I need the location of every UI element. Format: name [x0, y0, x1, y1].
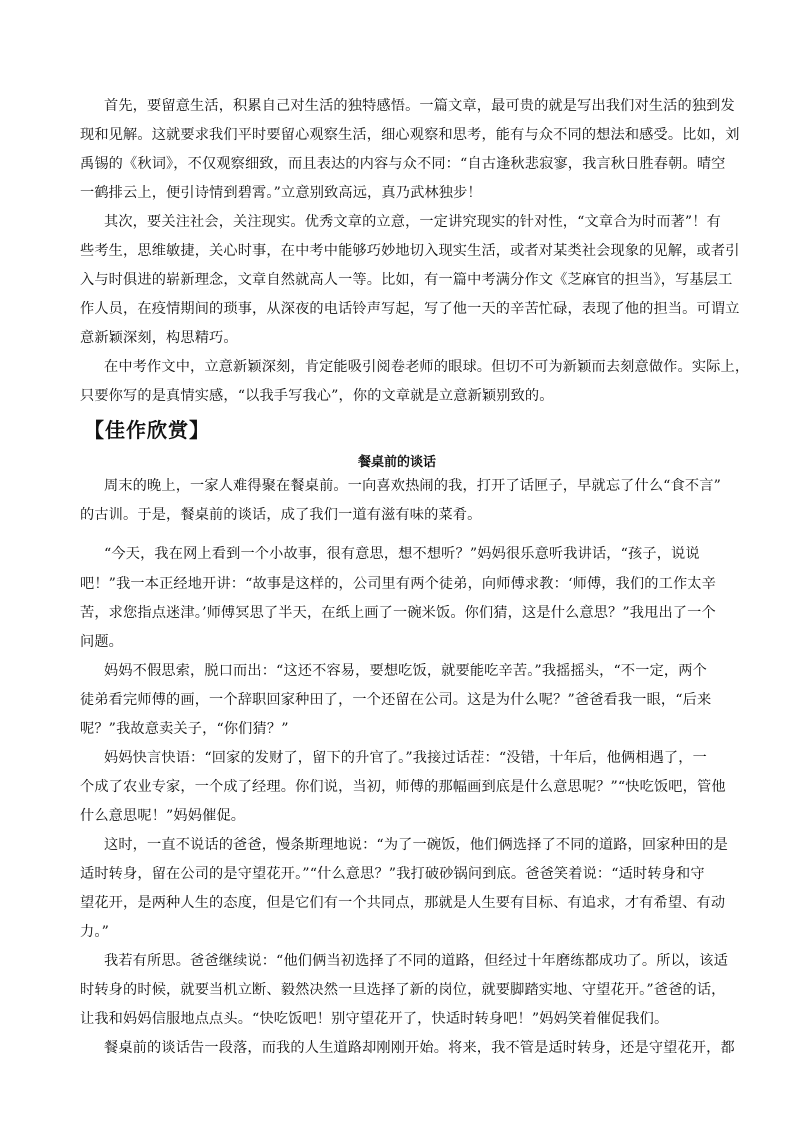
paragraph-line: 只要你写的是真情实感，“以我手写我心”，你的文章就是立意新颖别致的。 [80, 388, 554, 404]
essay-line: 周末的晚上，一家人难得聚在餐桌前。一向喜欢热闹的我，打开了话匣子，早就忘了什么“食不言” [104, 478, 721, 494]
essay-line: 个成了农业专家，一个成了经理。你们说，当初，师傅的那幅画到底是什么意思呢？”“快吃饭吧，管他 [80, 779, 726, 795]
paragraph-line: 意新颖深刻，构思精巧。 [80, 330, 238, 346]
section-heading: 【佳作欣赏】 [84, 418, 210, 442]
essay-line: 呢？”我故意卖关子，“你们猜？” [80, 721, 289, 737]
essay-line: 的古训。于是，餐桌前的谈话，成了我们一道有滋有味的菜肴。 [80, 507, 482, 523]
paragraph-line: 作人员，在疫情期间的琐事，从深夜的电话铃声写起，写了他一天的辛苦忙碌，表现了他的担当。可谓立 [80, 301, 740, 317]
essay-line: 问题。 [80, 634, 124, 650]
essay-line: 苦，求您指点迷津。’师傅冥思了半天，在纸上画了一碗米饭。你们猜，这是什么意思？”我甩出了一个 [80, 605, 716, 621]
essay-line: 时转身的时候，就要当机立断、毅然决然一旦选择了新的岗位，就要脚踏实地、守望花开。”爸爸的话， [80, 982, 726, 998]
essay-line: 吧！”我一本正经地开讲：“故事是这样的，公司里有两个徒弟，向师傅求教：‘师傅，我们的工作太辛 [80, 576, 716, 592]
essay-line: 适时转身，留在公司的是守望花开。”“什么意思？”我打破砂锅问到底。爸爸笑着说：“适时转身和守 [80, 866, 705, 882]
paragraph-line: 现和见解。这就要求我们平时要留心观察生活，细心观察和思考，能有与众不同的想法和感受。比如，刘 [80, 127, 740, 143]
paragraph-line: 首先，要留意生活，积累自己对生活的独特感悟。一篇文章，最可贵的就是写出我们对生活的独到发 [104, 98, 735, 114]
essay-line: 这时，一直不说话的爸爸，慢条斯理地说：“为了一碗饭，他们俩选择了不同的道路，回家种田的是 [104, 837, 728, 853]
paragraph-line: 其次，要关注社会，关注现实。优秀文章的立意，一定讲究现实的针对性，“文章合为时而著”！有 [104, 214, 721, 230]
paragraph-line: 入与时俱进的崭新理念，文章自然就高人一等。比如，有一篇中考满分作文《芝麻官的担当》，写基层工 [80, 272, 733, 288]
paragraph-line: 在中考作文中，立意新颖深刻，肯定能吸引阅卷老师的眼球。但切不可为新颖而去刻意做作。实际上， [104, 359, 750, 375]
essay-line: 望花开，是两种人生的态度，但是它们有一个共同点，那就是人生要有目标、有追求，才有希望、有动 [80, 895, 726, 911]
essay-line: 妈妈快言快语：“回家的发财了，留下的升官了。”我接过话茬：“没错，十年后，他俩相遇了，一 [104, 750, 707, 766]
essay-line: 徒弟看完师傅的画，一个辞职回家种田了，一个还留在公司。这是为什么呢？”爸爸看我一眼，“后来 [80, 692, 712, 708]
paragraph-line: 一鹤排云上，便引诗情到碧霄。”立意别致高远，真乃武林独步！ [80, 185, 482, 201]
paragraph-line: 禹锡的《秋词》，不仅观察细致，而且表达的内容与众不同：“自古逢秋悲寂寥，我言秋日胜春朝。晴空 [80, 156, 726, 172]
essay-line: “今天，我在网上看到一个小故事，很有意思，想不想听？”妈妈很乐意听我讲话，“孩子，说说 [104, 546, 700, 562]
essay-title: 餐桌前的谈话 [357, 455, 436, 470]
essay-line: 餐桌前的谈话告一段落，而我的人生道路却刚刚开始。将来，我不管是适时转身，还是守望花开，都 [104, 1040, 735, 1056]
essay-line: 让我和妈妈信服地点点头。“快吃饭吧！别守望花开了，快适时转身吧！”妈妈笑着催促我们。 [80, 1011, 669, 1027]
paragraph-line: 些考生，思维敏捷，关心时事，在中考中能够巧妙地切入现实生活，或者对某类社会现象的见解，或者引 [80, 243, 740, 259]
essay-line: 妈妈不假思索，脱口而出：“这还不容易，要想吃饭，就要能吃辛苦。”我摇摇头，“不一定，两个 [104, 663, 707, 679]
essay-line: 我若有所思。爸爸继续说：“他们俩当初选择了不同的道路，但经过十年磨练都成功了。所以，该适 [104, 953, 728, 969]
essay-line: 什么意思呢！”妈妈催促。 [80, 808, 246, 824]
essay-line: 力。” [80, 924, 109, 940]
